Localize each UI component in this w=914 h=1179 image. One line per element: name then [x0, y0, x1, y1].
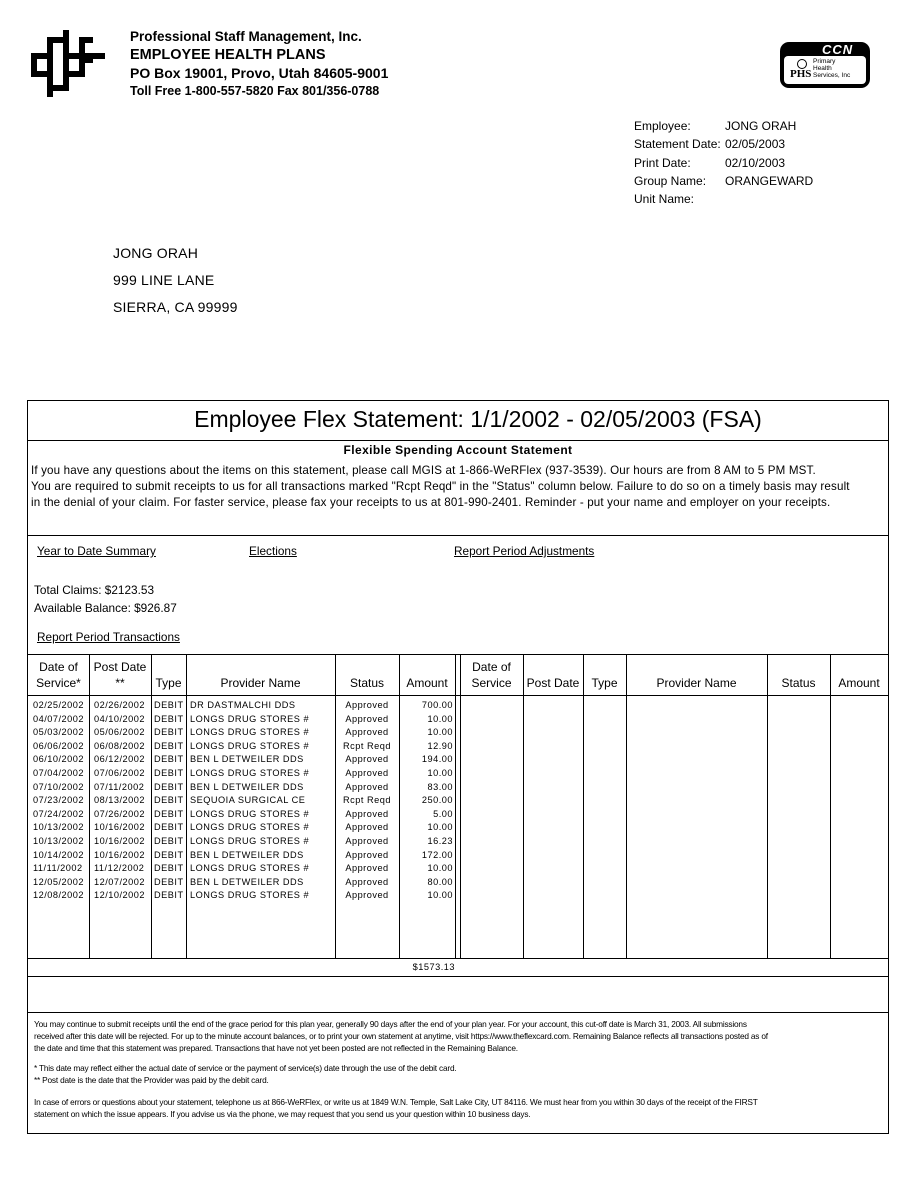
- cell-date-of-service: 10/13/2002: [33, 836, 84, 846]
- cell-status: Approved: [345, 836, 389, 846]
- globe-icon: [797, 59, 807, 69]
- cell-date-of-service: 12/08/2002: [33, 890, 84, 901]
- cell-type: DEBIT: [154, 700, 184, 710]
- col-header-post-date-2: Post Date: [526, 676, 580, 690]
- phs-sub3: Services, Inc: [813, 72, 851, 79]
- cell-provider: LONGS DRUG STORES #: [190, 890, 310, 901]
- divider: [28, 535, 888, 536]
- statement-meta: [634, 117, 813, 208]
- cell-amount: 83.00: [427, 781, 453, 792]
- cell-type: DEBIT: [154, 713, 184, 724]
- cell-provider: LONGS DRUG STORES #: [190, 768, 310, 778]
- cell-status: Approved: [345, 890, 389, 901]
- phs-text: PHS: [790, 68, 812, 80]
- cell-date-of-service: 06/10/2002: [33, 754, 84, 765]
- cell-post-date: 05/06/2002: [94, 727, 145, 738]
- cell-post-date: 04/10/2002: [94, 713, 145, 724]
- cell-date-of-service: 07/04/2002: [33, 768, 84, 778]
- col-header-date-of-service: Date of Service*: [36, 660, 81, 690]
- cell-amount: 10.00: [427, 713, 453, 724]
- cell-provider: BEN L DETWEILER DDS: [190, 876, 304, 887]
- recipient-name: JONG ORAH: [113, 245, 199, 261]
- cell-status: Approved: [345, 876, 389, 887]
- col-header-provider-2: Provider Name: [656, 676, 737, 690]
- cell-type: DEBIT: [154, 890, 184, 901]
- cell-provider: LONGS DRUG STORES #: [190, 713, 310, 724]
- cell-provider: LONGS DRUG STORES #: [190, 740, 310, 751]
- cell-provider: BEN L DETWEILER DDS: [190, 781, 304, 792]
- cell-date-of-service: 06/06/2002: [33, 740, 84, 751]
- cell-status: Approved: [345, 808, 389, 819]
- cell-amount: 194.00: [421, 754, 453, 765]
- cell-status: Approved: [345, 849, 389, 860]
- col-header-status-2: Status: [781, 676, 816, 690]
- cell-type: DEBIT: [154, 768, 184, 778]
- cell-type: DEBIT: [154, 727, 184, 738]
- cell-provider: LONGS DRUG STORES #: [190, 822, 310, 833]
- col-header-type-2: Type: [591, 676, 618, 690]
- divider: [28, 976, 888, 977]
- report-period-adjustments-link[interactable]: Report Period Adjustments: [454, 544, 595, 558]
- statement-title: Employee Flex Statement: 1/1/2002 - 02/05/2003 (FSA): [194, 406, 762, 432]
- cell-status: Rcpt Reqd: [343, 795, 391, 806]
- cell-date-of-service: 07/10/2002: [33, 781, 84, 792]
- cell-provider: LONGS DRUG STORES #: [190, 863, 310, 874]
- cell-amount: 80.00: [427, 876, 453, 887]
- cell-post-date: 07/06/2002: [94, 768, 145, 778]
- divider: [28, 440, 888, 441]
- cell-provider: LONGS DRUG STORES #: [190, 808, 310, 819]
- ccn-phs-logo: [780, 42, 870, 88]
- company-address: PO Box 19001, Provo, Utah 84605-9001: [130, 65, 389, 81]
- divider: [28, 654, 888, 655]
- cell-amount: 250.00: [421, 795, 453, 806]
- cell-amount: 16.23: [427, 836, 453, 846]
- cell-post-date: 12/07/2002: [94, 876, 145, 887]
- recipient-street: 999 LINE LANE: [113, 272, 215, 288]
- cell-amount: 10.00: [427, 822, 453, 833]
- cell-status: Approved: [345, 727, 389, 738]
- recipient-city: SIERRA, CA 99999: [113, 299, 238, 315]
- transactions-total: $1573.13: [412, 962, 455, 972]
- col-header-date-of-service-2: Date of Service: [471, 660, 512, 690]
- meta-print-date: Print Date: 02/10/2003: [634, 155, 786, 170]
- cell-type: DEBIT: [154, 740, 184, 751]
- cell-type: DEBIT: [154, 754, 184, 765]
- cell-date-of-service: 07/24/2002: [33, 808, 84, 819]
- col-header-amount: Amount: [406, 676, 448, 690]
- meta-statement-date: Statement Date: 02/05/2003: [634, 137, 786, 152]
- phs-sub2: Health: [813, 65, 832, 72]
- cell-provider: DR DASTMALCHI DDS: [190, 700, 296, 710]
- cell-post-date: 08/13/2002: [94, 795, 145, 806]
- cell-provider: LONGS DRUG STORES #: [190, 836, 310, 846]
- company-phone: Toll Free 1-800-557-5820 Fax 801/356-0788: [130, 84, 380, 98]
- meta-employee: Employee: JONG ORAH: [634, 119, 797, 133]
- divider: [28, 695, 888, 696]
- cell-type: DEBIT: [154, 849, 184, 860]
- cell-amount: 10.00: [427, 863, 453, 874]
- cell-amount: 5.00: [433, 808, 453, 819]
- cell-status: Approved: [345, 768, 389, 778]
- cell-provider: SEQUOIA SURGICAL CE: [190, 795, 306, 806]
- company-name: Professional Staff Management, Inc.: [130, 29, 362, 44]
- cell-date-of-service: 12/05/2002: [33, 876, 84, 887]
- cell-status: Approved: [345, 700, 389, 710]
- cell-date-of-service: 11/11/2002: [33, 863, 83, 874]
- cell-post-date: 07/26/2002: [94, 808, 145, 819]
- cell-provider: LONGS DRUG STORES #: [190, 727, 310, 738]
- cell-post-date: 12/10/2002: [94, 890, 145, 901]
- cell-type: DEBIT: [154, 863, 184, 874]
- divider: [28, 1012, 888, 1013]
- col-header-type: Type: [155, 676, 182, 690]
- cell-post-date: 07/11/2002: [94, 781, 145, 792]
- cell-status: Approved: [345, 754, 389, 765]
- total-claims: Total Claims: $2123.53: [34, 583, 155, 597]
- cell-post-date: 06/12/2002: [94, 754, 145, 765]
- ccn-text: CCN: [822, 42, 854, 57]
- cell-amount: 10.00: [427, 890, 453, 901]
- cell-date-of-service: 04/07/2002: [33, 713, 84, 724]
- divider: [28, 958, 888, 959]
- company-logo: [30, 30, 106, 98]
- cell-provider: BEN L DETWEILER DDS: [190, 754, 304, 765]
- phs-sub1: Primary: [813, 58, 836, 65]
- cell-type: DEBIT: [154, 822, 184, 833]
- cell-type: DEBIT: [154, 876, 184, 887]
- cell-post-date: 02/26/2002: [94, 700, 145, 710]
- cell-amount: 12.90: [427, 740, 453, 751]
- cell-status: Approved: [345, 781, 389, 792]
- company-plan: EMPLOYEE HEALTH PLANS: [130, 47, 326, 63]
- ytd-summary-link[interactable]: Year to Date Summary: [37, 544, 156, 558]
- col-header-status: Status: [349, 676, 385, 690]
- company-block: [130, 28, 388, 100]
- footer-note-dates: * This date may reflect either the actual date of service or the payment of service(s) date through the use of the debit card. ** Post date is the date that the Provider was paid by the debit card.: [34, 1063, 457, 1085]
- cell-status: Rcpt Reqd: [343, 740, 391, 751]
- cell-amount: 172.00: [421, 849, 453, 860]
- cell-amount: 10.00: [427, 727, 453, 738]
- statement-subtitle: Flexible Spending Account Statement: [343, 443, 573, 457]
- meta-unit-name: Unit Name:: [634, 192, 695, 207]
- cell-date-of-service: 07/23/2002: [33, 795, 84, 806]
- col-header-amount-2: Amount: [838, 676, 880, 690]
- cell-type: DEBIT: [154, 781, 184, 792]
- cell-status: Approved: [345, 822, 389, 833]
- statement-box: [27, 400, 889, 1134]
- col-header-post-date: Post Date **: [93, 660, 147, 690]
- cell-provider: BEN L DETWEILER DDS: [190, 849, 304, 860]
- cell-post-date: 10/16/2002: [94, 836, 145, 846]
- cell-amount: 700.00: [421, 700, 453, 710]
- cell-date-of-service: 10/13/2002: [33, 822, 84, 833]
- cell-status: Approved: [345, 713, 389, 724]
- cell-date-of-service: 05/03/2002: [33, 727, 84, 738]
- cell-post-date: 11/12/2002: [94, 863, 145, 874]
- cell-post-date: 10/16/2002: [94, 849, 145, 860]
- footer-note-grace-period: You may continue to submit receipts until the end of the grace period for this plan year, generally 90 days after the end of your plan year. For your account, this cut-off date is March 31, 2003. All submissions received after this date will be rejected. For up to the minute account balances, or to print your own statement at anytime, visit https://www.theflexcard.com. Remaining Balance reflects all transactions posted as of the date and time that this statement was prepared. Transactions that have not yet been posted are not reflected in the Remaining Balance.: [34, 1019, 768, 1053]
- recipient-address: [113, 240, 238, 321]
- cell-type: DEBIT: [154, 808, 184, 819]
- cell-type: DEBIT: [154, 795, 184, 806]
- footer-note-errors: In case of errors or questions about your statement, telephone us at 866-WeRFlex, or write us at 1849 W.N. Temple, Salt Lake City, UT 84116. We must hear from you within 30 days of the receipt of the FIRST statement on which the issue appears. If you advise us via the phone, we may request that you send us your question within 10 business days.: [34, 1097, 758, 1119]
- cell-post-date: 06/08/2002: [94, 740, 145, 751]
- cell-amount: 10.00: [427, 768, 453, 778]
- cell-date-of-service: 10/14/2002: [33, 849, 84, 860]
- elections-link[interactable]: Elections: [249, 544, 297, 558]
- available-balance: Available Balance: $926.87: [34, 601, 177, 615]
- cell-type: DEBIT: [154, 836, 184, 846]
- cell-date-of-service: 02/25/2002: [33, 700, 84, 710]
- statement-intro: If you have any questions about the items on this statement, please call MGIS at 1-866-WeRFlex (937-3539). Our hours are from 8 AM to 5 PM MST. You are required to submit receipts to us for all transactions marked "Rcpt Reqd" in the "Status" column below. Failure to do so on a timely basis may result in the denial of your claim. For faster service, please fax your receipts to us at 801-990-2401. Reminder - put your name and employer on your receipts.: [31, 464, 850, 509]
- col-header-provider: Provider Name: [220, 676, 301, 690]
- report-period-transactions-link[interactable]: Report Period Transactions: [37, 630, 180, 644]
- cell-status: Approved: [345, 863, 389, 874]
- meta-group-name: Group Name: ORANGEWARD: [634, 173, 814, 188]
- cell-post-date: 10/16/2002: [94, 822, 145, 833]
